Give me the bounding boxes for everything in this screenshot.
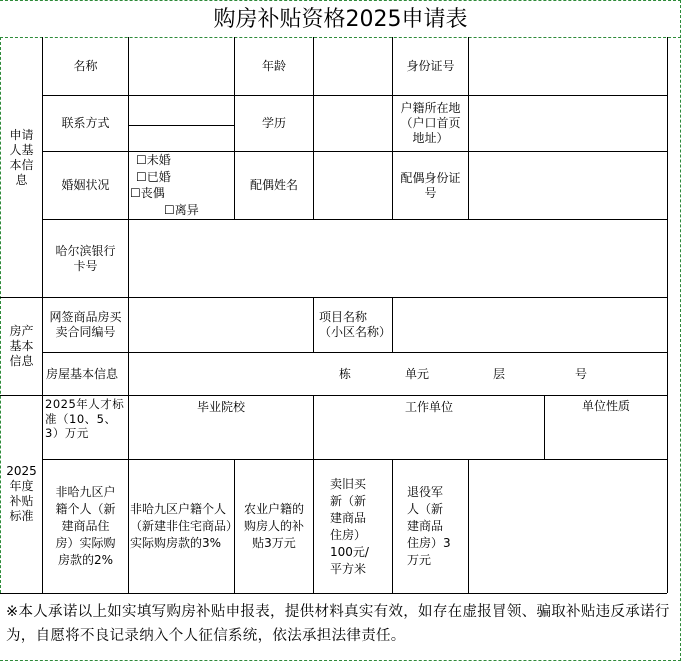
age-input[interactable] (314, 38, 392, 95)
marital-option-unmarried[interactable]: ☐未婚 (136, 153, 171, 167)
marital-option-widowed[interactable]: ☐丧偶 (130, 186, 165, 200)
section-property-label: 房产基本信息 (9, 323, 34, 368)
name-label: 名称 (73, 59, 98, 73)
unit-label: 单元 (405, 367, 430, 381)
floor-label: 层 (493, 367, 506, 381)
commitment-note: ※本人承诺以上如实填写购房补贴申报表，提供材料真实有效，如存在虚报冒领、骗取补贴违反承诺行为，自愿将不良记录纳入个人征信系统，依法承担法律责任。 (6, 604, 670, 644)
spouse-id-input[interactable] (469, 152, 667, 219)
title: 购房补贴资格2025申请表 (213, 7, 468, 32)
marital-option-divorced[interactable]: ☐离异 (164, 203, 199, 217)
section-applicant-label: 申请人基本信息 (9, 127, 34, 187)
section-subsidy-label: 2025年度补贴标准 (6, 464, 37, 523)
grid-line (0, 593, 667, 594)
bank-card-label: 哈尔滨银行卡号 (55, 243, 116, 273)
marital-label: 婚姻状况 (61, 178, 110, 192)
grid-line (667, 37, 668, 593)
age-label: 年龄 (261, 59, 286, 73)
grid-line (468, 459, 469, 593)
subsidy-item-1: 非哈九区户籍个人（新建商品住房）实际购房款的2% (55, 485, 116, 567)
education-input[interactable] (314, 96, 392, 151)
spouse-name-input[interactable] (314, 152, 392, 219)
number-label: 号 (575, 367, 588, 381)
contact-label: 联系方式 (61, 116, 110, 130)
hukou-label: 户籍所在地（户口首页地址） (400, 101, 461, 145)
grid-line (42, 352, 667, 353)
unit-type-label: 单位性质 (581, 399, 630, 413)
contract-label: 网签商品房买卖合同编号 (49, 310, 122, 339)
project-input[interactable] (393, 298, 667, 352)
education-label: 学历 (261, 116, 286, 130)
subsidy-item-4: 卖旧买新（新建商品住房）100元/平方米 (330, 476, 369, 576)
grid-line (0, 0, 681, 1)
house-info-label: 房屋基本信息 (46, 366, 119, 381)
work-unit-label: 工作单位 (404, 400, 453, 414)
spouse-id-label: 配偶身份证号 (400, 170, 461, 200)
building-label: 栋 (339, 367, 352, 381)
school-label: 毕业院校 (196, 400, 245, 414)
contact-input[interactable] (129, 96, 234, 151)
hukou-input[interactable] (469, 96, 667, 151)
id-label: 身份证号 (406, 59, 455, 73)
id-input[interactable] (469, 38, 667, 95)
bank-card-input[interactable] (129, 220, 667, 297)
subsidy-item-3: 农业户籍的购房人的补贴3万元 (243, 502, 304, 550)
subsidy-item-5: 退役军人（新建商品住房）3万元 (407, 485, 451, 567)
talent-standard-label: 2025年人才标准（10、5、3）万元 (45, 397, 125, 440)
name-input[interactable] (129, 38, 234, 95)
marital-option-married[interactable]: ☐已婚 (136, 170, 171, 184)
project-label: 项目名称（小区名称） (319, 310, 392, 339)
contract-input[interactable] (129, 298, 313, 352)
subsidy-item-2: 非哈九区户籍个人（新建非住宅商品）实际购房款的3% (130, 502, 233, 550)
spouse-name-label: 配偶姓名 (249, 178, 298, 192)
